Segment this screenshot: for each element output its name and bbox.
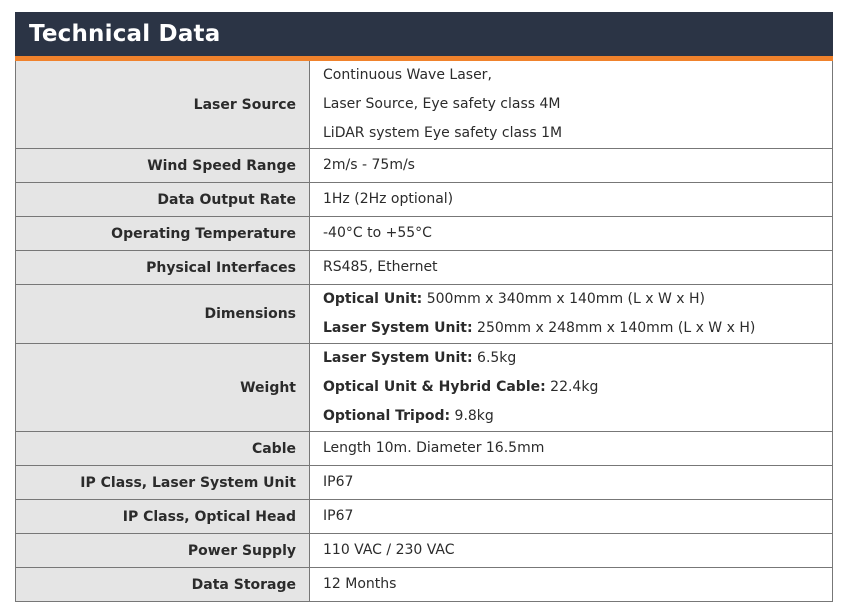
spec-value-text: Continuous Wave Laser, [323,67,492,83]
spec-value-line [323,344,832,373]
spec-value [310,466,833,500]
spec-value-line [323,314,832,343]
spec-value-key: Optical Unit & Hybrid Cable: [323,379,546,395]
spec-value-line [323,373,832,402]
spec-label: IP Class, Laser System Unit [16,466,310,500]
spec-value-text: 9.8kg [450,408,494,424]
spec-label: Power Supply [16,534,310,568]
spec-value [310,149,833,183]
spec-value-line [323,253,832,282]
spec-label: Operating Temperature [16,217,310,251]
spec-label: Weight [16,344,310,432]
spec-value-line [323,219,832,248]
spec-value-text: LiDAR system Eye safety class 1M [323,125,563,141]
spec-value [310,568,833,602]
spec-value-line [323,434,832,463]
spec-value-line [323,61,832,90]
spec-value-line [323,468,832,497]
spec-value [310,251,833,285]
spec-label: Physical Interfaces [16,251,310,285]
spec-label: IP Class, Optical Head [16,500,310,534]
spec-value-text: IP67 [323,508,354,524]
spec-value [310,534,833,568]
spec-value-line [323,119,832,148]
spec-value-text: IP67 [323,474,354,490]
spec-value-text: Length 10m. Diameter 16.5mm [323,440,545,456]
spec-row [16,466,833,500]
spec-row [16,432,833,466]
spec-row [16,251,833,285]
spec-value-key: Laser System Unit: [323,320,473,336]
spec-value-text: Laser Source, Eye safety class 4M [323,96,561,112]
spec-value-line [323,502,832,531]
spec-value [310,183,833,217]
spec-label: Laser Source [16,61,310,149]
spec-value-line [323,570,832,599]
spec-label: Cable [16,432,310,466]
spec-value [310,61,833,149]
spec-table [15,61,833,602]
spec-value [310,432,833,466]
spec-row [16,568,833,602]
spec-row [16,534,833,568]
spec-row [16,285,833,344]
spec-row [16,183,833,217]
spec-label: Data Storage [16,568,310,602]
spec-row [16,61,833,149]
spec-value-line [323,151,832,180]
spec-value-text: 1Hz (2Hz optional) [323,191,454,207]
section-header [15,12,833,61]
spec-value [310,344,833,432]
spec-value-text: -40°C to +55°C [323,225,432,241]
spec-value-text: 500mm x 340mm x 140mm (L x W x H) [422,291,705,307]
spec-value-key: Laser System Unit: [323,350,473,366]
spec-value-line [323,285,832,314]
spec-value [310,285,833,344]
spec-value-text: 110 VAC / 230 VAC [323,542,455,558]
spec-value-text: RS485, Ethernet [323,259,438,275]
spec-value [310,217,833,251]
spec-value-line [323,185,832,214]
spec-row [16,149,833,183]
technical-data-panel [15,12,833,602]
spec-value-line [323,536,832,565]
spec-value-text: 250mm x 248mm x 140mm (L x W x H) [472,320,756,336]
spec-value-text: 2m/s - 75m/s [323,157,415,173]
spec-value-key: Optional Tripod: [323,408,451,424]
spec-row [16,344,833,432]
section-title: Technical Data [29,21,221,47]
spec-value-text: 6.5kg [472,350,517,366]
spec-value-key: Optical Unit: [323,291,423,307]
spec-value [310,500,833,534]
spec-value-text: 22.4kg [545,379,599,395]
spec-table-body [16,61,833,602]
spec-row [16,217,833,251]
spec-value-line [323,402,832,431]
spec-label: Dimensions [16,285,310,344]
spec-value-line [323,90,832,119]
spec-row [16,500,833,534]
spec-label: Wind Speed Range [16,149,310,183]
spec-label: Data Output Rate [16,183,310,217]
spec-value-text: 12 Months [323,576,397,592]
